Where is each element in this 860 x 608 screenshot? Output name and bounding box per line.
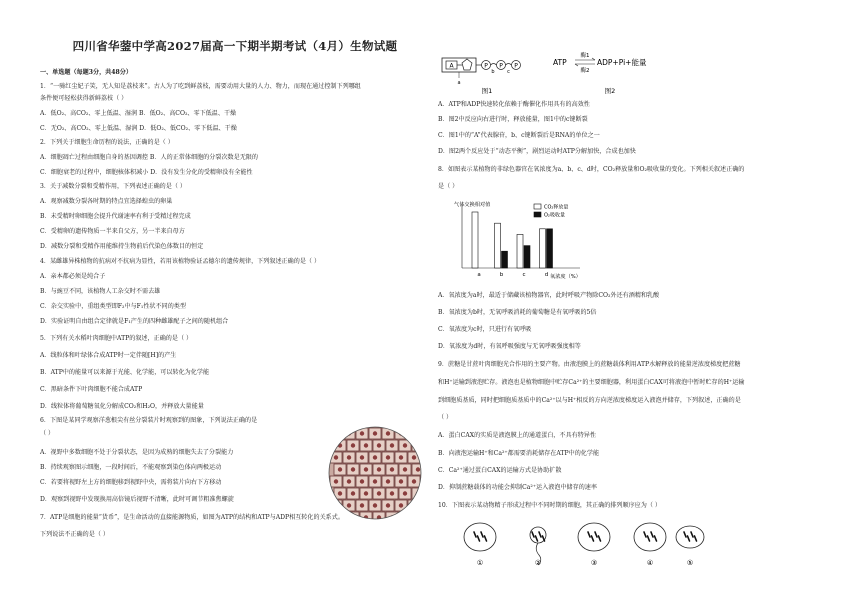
left-line-2: 1．“一骑红尘妃子笑，无人知是荔枝来”。古人为了吃到鲜荔枝，需要动用大量的人力、物力，而现在通过控制下列哪组 bbox=[40, 83, 361, 90]
atp-adp-conversion-figure bbox=[548, 48, 688, 94]
left-line-31: 下列说法不正确的是（ ） bbox=[40, 531, 109, 538]
figure-2-caption: 图2 bbox=[604, 87, 616, 94]
chromosome bbox=[599, 536, 601, 541]
spermatogenesis-cells-figure bbox=[450, 515, 710, 570]
right-line-2: B．图2中反应向右进行时，释放能量，图1中的c键断裂 bbox=[438, 116, 588, 123]
chromosome bbox=[695, 536, 697, 541]
adp-products-label: ADP+Pi+能量 bbox=[597, 58, 647, 67]
atp-structure-figure bbox=[440, 48, 550, 94]
left-line-5: C．无O₂、高CO₂、零上低温、湿润 D．低O₂、低CO₂、零下低温、干燥 bbox=[40, 125, 237, 132]
enzyme-2-label: 酶2 bbox=[580, 68, 590, 74]
micro-nucleus bbox=[360, 455, 364, 459]
micro-nucleus bbox=[351, 491, 355, 495]
ribose-pentagon bbox=[462, 59, 472, 70]
micro-nucleus bbox=[412, 503, 416, 507]
chromosome bbox=[543, 536, 545, 541]
chromosome bbox=[536, 536, 538, 541]
chromosome bbox=[648, 536, 650, 541]
left-line-1: 一、单选题（每题3分，共48分） bbox=[40, 69, 132, 76]
bar-d-o2 bbox=[547, 229, 553, 268]
micro-nucleus bbox=[338, 491, 342, 495]
chromosome bbox=[478, 536, 480, 541]
right-line-4: D．图2两个反应处于“动态平衡”，剧烈运动时ATP分解加快，合成也加快 bbox=[438, 148, 636, 155]
legend-swatch-2 bbox=[534, 212, 541, 217]
micro-nucleus bbox=[416, 515, 420, 519]
micro-cell bbox=[395, 428, 407, 439]
cell-label-2: ② bbox=[534, 559, 542, 567]
right-line-3: C．图1中的“A”代表腺苷，b、c键断裂后是RNA的单位之一 bbox=[438, 132, 600, 139]
cell-label-3: ③ bbox=[590, 559, 598, 567]
micro-nucleus bbox=[377, 467, 381, 471]
micro-nucleus bbox=[364, 467, 368, 471]
chromosome bbox=[595, 532, 597, 537]
micro-nucleus bbox=[403, 443, 407, 447]
micro-nucleus bbox=[412, 479, 416, 483]
micro-nucleus bbox=[416, 443, 420, 447]
micro-nucleus bbox=[403, 515, 407, 519]
left-line-16: B．与豌豆不同，该植物人工杂交时不需去雄 bbox=[40, 288, 161, 295]
micro-nucleus bbox=[390, 491, 394, 495]
micro-nucleus bbox=[347, 503, 351, 507]
atp-label: ATP bbox=[553, 58, 567, 67]
left-line-15: A．亲本都必须是纯合子 bbox=[40, 273, 106, 280]
left-line-23: D．线粒体将葡萄糖氧化分解成CO₂和H₂O，并释放大量能量 bbox=[40, 403, 204, 410]
left-line-25: （ ） bbox=[40, 430, 55, 437]
micro-nucleus bbox=[373, 455, 377, 459]
x-tick-c: c bbox=[522, 272, 526, 278]
micro-nucleus bbox=[386, 479, 390, 483]
micro-nucleus bbox=[386, 503, 390, 507]
micro-nucleus bbox=[373, 479, 377, 483]
micro-nucleus bbox=[373, 431, 377, 435]
right-line-11: 9．蔗糖是甘蔗叶肉细胞光合作用的主要产物。由液泡膜上的蔗糖载体利用ATP水解释放的能量逆浓度梯度把蔗糖 bbox=[438, 361, 741, 368]
left-line-7: A．细胞凋亡过程由细胞自身的基因调控 B．人的正常体细胞的分裂次数是无限的 bbox=[40, 154, 259, 161]
x-tick-d: d bbox=[544, 272, 549, 278]
right-line-16: B．向液泡运输H⁺和Ca²⁺都需要消耗储存在ATP中的化学能 bbox=[438, 450, 600, 457]
micro-nucleus bbox=[399, 479, 403, 483]
cell-4 bbox=[634, 523, 666, 551]
bar-c-co2 bbox=[517, 234, 523, 268]
left-line-12: C．受精卵的遗传物质一半来自父方，另一半来自母方 bbox=[40, 228, 185, 235]
right-line-10: D．氧浓度为d时，有氧呼吸强度与无氧呼吸强度相等 bbox=[438, 343, 581, 350]
chromosome bbox=[539, 532, 541, 537]
right-line-15: A．蛋白CAX的实质是液泡膜上的通道蛋白，不具有特异性 bbox=[438, 432, 596, 439]
micro-nucleus bbox=[334, 479, 338, 483]
left-line-20: A．线粒体和叶绿体合成ATP时一定伴随[H]的产生 bbox=[40, 352, 177, 359]
right-line-19: 10．下图表示某动物精子形成过程中不同时期的细胞，其正确的排列顺序应为（ ） bbox=[438, 502, 661, 509]
micro-nucleus bbox=[416, 467, 420, 471]
left-line-9: 3．关于减数分裂和受精作用，下列表述正确的是（ ） bbox=[40, 183, 186, 190]
right-line-12: 和H⁺运输到液泡贮存。液泡也是植物细胞中贮存Ca²⁺的主要细胞器，利用蛋白CAX可将液泡中暂时贮存的H⁺运输 bbox=[438, 379, 745, 386]
bar-c-o2 bbox=[524, 246, 530, 268]
micro-cell bbox=[408, 428, 420, 439]
micro-cell bbox=[330, 428, 342, 439]
phosphate-1-label: P bbox=[484, 62, 488, 70]
micro-nucleus bbox=[377, 491, 381, 495]
micro-cell bbox=[412, 512, 422, 520]
bond-b-label: b bbox=[491, 69, 495, 75]
micro-nucleus bbox=[399, 455, 403, 459]
phosphate-2-label: P bbox=[499, 62, 503, 70]
micro-cell bbox=[412, 488, 422, 499]
right-line-8: B．氧浓度为b时，无氧呼吸消耗的葡萄糖是有氧呼吸的5倍 bbox=[438, 309, 597, 316]
micro-cell bbox=[408, 500, 420, 511]
micro-nucleus bbox=[390, 443, 394, 447]
micro-nucleus bbox=[360, 503, 364, 507]
chromosome bbox=[588, 532, 590, 537]
micro-nucleus bbox=[351, 443, 355, 447]
chromosome bbox=[655, 536, 657, 541]
micro-cell bbox=[343, 428, 355, 439]
micro-nucleus bbox=[347, 455, 351, 459]
figure-1-caption: 图1 bbox=[481, 87, 493, 94]
left-line-6: 2．下列关于细胞生命历程的说法，正确的是（ ） bbox=[40, 139, 174, 146]
micro-nucleus bbox=[403, 491, 407, 495]
chromosome bbox=[651, 532, 653, 537]
left-line-11: B．未受精时卵细胞会提升代谢速率有利于受精过程完成 bbox=[40, 213, 191, 220]
micro-nucleus bbox=[351, 515, 355, 519]
micro-nucleus bbox=[399, 503, 403, 507]
cell-5 bbox=[676, 526, 704, 548]
legend-label-1: CO₂释放量 bbox=[544, 204, 569, 211]
left-line-30: 7．ATP是细胞的能量“货币”，是生命活动的直接能源物质，如图为ATP的结构和ATP与ADP相互转化的关系式。 bbox=[40, 514, 344, 521]
right-line-18: D．抑制蔗糖载体的功能会抑制Ca²⁺运入液泡中储存的速率 bbox=[438, 484, 597, 491]
enzyme-1-label: 酶1 bbox=[580, 53, 590, 59]
micro-nucleus bbox=[386, 455, 390, 459]
legend-label-2: O₂吸收量 bbox=[544, 212, 565, 219]
micro-nucleus bbox=[386, 431, 390, 435]
adenine-label: A bbox=[449, 62, 454, 70]
gas-exchange-bar-chart bbox=[448, 196, 598, 286]
cell-3 bbox=[578, 523, 610, 551]
micro-nucleus bbox=[377, 443, 381, 447]
x-tick-b: b bbox=[499, 272, 504, 278]
right-line-6: 是（ ） bbox=[438, 183, 459, 190]
cell-label-1: ① bbox=[476, 559, 484, 567]
micro-nucleus bbox=[412, 455, 416, 459]
micro-nucleus bbox=[364, 443, 368, 447]
chromosome bbox=[532, 532, 534, 537]
chromosome bbox=[691, 532, 693, 537]
bar-a-co2 bbox=[472, 212, 478, 268]
micro-cell bbox=[330, 500, 342, 511]
chromosome bbox=[592, 536, 594, 541]
micro-nucleus bbox=[347, 479, 351, 483]
micro-cell bbox=[399, 512, 411, 520]
micro-nucleus bbox=[373, 503, 377, 507]
left-line-24: 6．下图是某同学观察洋葱根尖有丝分裂装片时观察到的图象，下列说法正确的是 bbox=[40, 417, 258, 424]
micro-nucleus bbox=[412, 431, 416, 435]
micro-nucleus bbox=[338, 515, 342, 519]
right-line-7: A．氧浓度为a时，最适于储藏该植物器官，此时呼吸产物除CO₂外还有酒精和乳酸 bbox=[438, 292, 660, 299]
x-tick-a: a bbox=[477, 272, 481, 278]
left-line-10: A．观察减数分裂各时期的特点宜选择蝗虫的卵巢 bbox=[40, 198, 173, 205]
micro-nucleus bbox=[364, 491, 368, 495]
bar-d-co2 bbox=[540, 229, 546, 268]
left-line-13: D．减数分裂和受精作用能维持生物前后代染色体数目的恒定 bbox=[40, 243, 204, 250]
left-line-8: C．细胞衰老的过程中，细胞核体积减小 D．没有发生分化的受精卵没有全能性 bbox=[40, 169, 253, 176]
chromosome bbox=[474, 532, 476, 537]
left-line-14: 4．某雌雄异株植物的抗病对不抗病为显性，若用该植物验证孟德尔的遗传规律，下列叙述正确的是（ ） bbox=[40, 258, 321, 265]
chromosome bbox=[684, 532, 686, 537]
micro-nucleus bbox=[338, 467, 342, 471]
left-line-26: A．视野中多数细胞不处于分裂状态，是因为成熟的细胞失去了分裂能力 bbox=[40, 449, 234, 456]
left-line-28: C．若要将视野左上方的细胞移到视野中央，需将装片向右下方移动 bbox=[40, 479, 222, 486]
micro-nucleus bbox=[360, 479, 364, 483]
micro-nucleus bbox=[360, 431, 364, 435]
left-line-22: C．黑暗条件下叶肉细胞不能合成ATP bbox=[40, 386, 143, 393]
micro-nucleus bbox=[334, 503, 338, 507]
micro-nucleus bbox=[390, 467, 394, 471]
bond-c-label: c bbox=[507, 69, 510, 75]
chromosome bbox=[481, 532, 483, 537]
label-a: a bbox=[457, 80, 461, 86]
x-axis-label: 氧浓度（%） bbox=[550, 274, 581, 280]
left-line-4: A．低O₂、高CO₂、零上低温、湿润 B．低O₂、高CO₂、零下低温、干燥 bbox=[40, 110, 237, 117]
bar-b-o2 bbox=[502, 251, 508, 268]
micro-nucleus bbox=[334, 455, 338, 459]
left-line-17: C．杂交实验中，重组类型即F₂中与F₁性状不同的类型 bbox=[40, 303, 186, 310]
left-line-3: 条件便可轻松获得新鲜荔枝（ ） bbox=[40, 95, 128, 102]
micro-nucleus bbox=[351, 467, 355, 471]
y-axis-label: 气体交换相对值 bbox=[454, 202, 491, 208]
phosphate-3-label: P bbox=[514, 62, 518, 70]
right-line-17: C．Ca²⁺通过蛋白CAX的运输方式是协助扩散 bbox=[438, 467, 562, 474]
micro-cell bbox=[412, 440, 422, 451]
right-line-9: C．氧浓度为c时，只进行有氧呼吸 bbox=[438, 326, 532, 333]
root-tip-micrograph bbox=[328, 426, 422, 520]
left-line-29: D．观察到视野中发现换用高倍镜后视野不清晰，此时可调节粗准焦螺旋 bbox=[40, 496, 234, 503]
left-line-19: 5．下列有关水稻叶肉细胞中ATP的叙述，正确的是（ ） bbox=[40, 335, 193, 342]
paper-title: 四川省华蓥中学高2027届高一下期半期考试（4月）生物试题 bbox=[72, 39, 398, 53]
right-line-5: 8．如图表示某植物的非绿色器官在氧浓度为a、b、c、d时，CO₂释放量和O₂吸收量的变化。下列相关叙述正确的 bbox=[438, 166, 745, 173]
left-line-27: B．持续观察图示细胞，一段时间后，不能观察到染色体向两极运动 bbox=[40, 464, 222, 471]
right-line-14: （ ） bbox=[438, 414, 453, 421]
right-line-13: 到细胞质基质，同时把细胞质基质中的Ca²⁺以与H⁺相反的方向逆浓度梯度运入液泡并储存，下列叙述，正确的是 bbox=[438, 397, 741, 404]
left-line-21: B．ATP中的能量可以来源于光能、化学能，可以转化为化学能 bbox=[40, 369, 210, 376]
cell-1 bbox=[464, 523, 496, 551]
chromosome bbox=[688, 536, 690, 541]
left-line-18: D．实验证明自由组合定律就是F₁产生的四种雌雄配子之间的随机组合 bbox=[40, 318, 229, 325]
chromosome bbox=[644, 532, 646, 537]
cell-label-4: ④ bbox=[646, 559, 654, 567]
micro-nucleus bbox=[403, 467, 407, 471]
bar-b-co2 bbox=[495, 223, 501, 268]
micro-cell bbox=[334, 512, 346, 520]
right-line-1: A．ATP和ADP快速转化依赖于酶催化作用具有的高效性 bbox=[438, 101, 590, 108]
legend-swatch-1 bbox=[534, 204, 541, 209]
cell-label-5: ⑤ bbox=[686, 559, 694, 567]
chromosome bbox=[485, 536, 487, 541]
micro-nucleus bbox=[334, 431, 338, 435]
